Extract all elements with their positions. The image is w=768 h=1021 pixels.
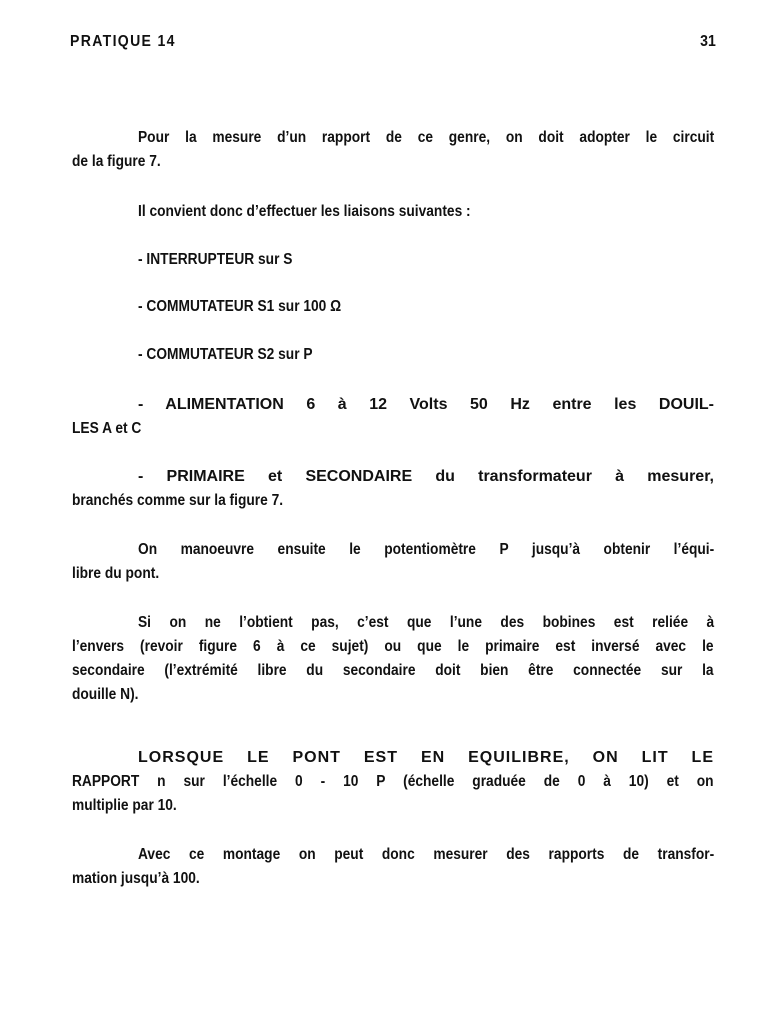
text-line: de la figure 7. <box>72 153 161 170</box>
text-line: douille N). <box>72 686 139 703</box>
text-line: Avec ce montage on peut donc mesurer des rapports de transfor- <box>138 846 715 863</box>
text-line: mation jusqu’à 100. <box>72 870 200 887</box>
text-line: - INTERRUPTEUR sur S <box>138 251 293 268</box>
text-line: - COMMUTATEUR S1 sur 100 Ω <box>138 298 342 315</box>
page-number: 31 <box>700 33 716 50</box>
text-line: secondaire (l’extrémité libre du secondaire doit bien être connectée sur la <box>72 662 714 679</box>
running-header-title: PRATIQUE 14 <box>70 33 176 50</box>
text-line: branchés comme sur la figure 7. <box>72 492 284 509</box>
text-line: l’envers (revoir figure 6 à ce sujet) ou que le primaire est inversé avec le <box>72 638 714 655</box>
text-line: libre du pont. <box>72 565 160 582</box>
text-line: - PRIMAIRE et SECONDAIRE du transformateur à mesurer, <box>138 468 714 485</box>
text-line: RAPPORT n sur l’échelle 0 - 10 P (échelle graduée de 0 à 10) et on <box>72 773 714 790</box>
text-line: Si on ne l’obtient pas, c’est que l’une des bobines est reliée à <box>138 614 715 631</box>
text-line: Pour la mesure d’un rapport de ce genre, on doit adopter le circuit <box>138 129 715 146</box>
text-line: multiplie par 10. <box>72 797 177 814</box>
text-line: - ALIMENTATION 6 à 12 Volts 50 Hz entre les DOUIL- <box>138 396 714 413</box>
text-line: On manoeuvre ensuite le potentiomètre P jusqu’à obtenir l’équi- <box>138 541 715 558</box>
text-line: Il convient donc d’effectuer les liaisons suivantes : <box>138 203 471 220</box>
text-line: LES A et C <box>72 420 142 437</box>
text-line: - COMMUTATEUR S2 sur P <box>138 346 313 363</box>
text-line: LORSQUE LE PONT EST EN EQUILIBRE, ON LIT LE <box>138 749 714 766</box>
